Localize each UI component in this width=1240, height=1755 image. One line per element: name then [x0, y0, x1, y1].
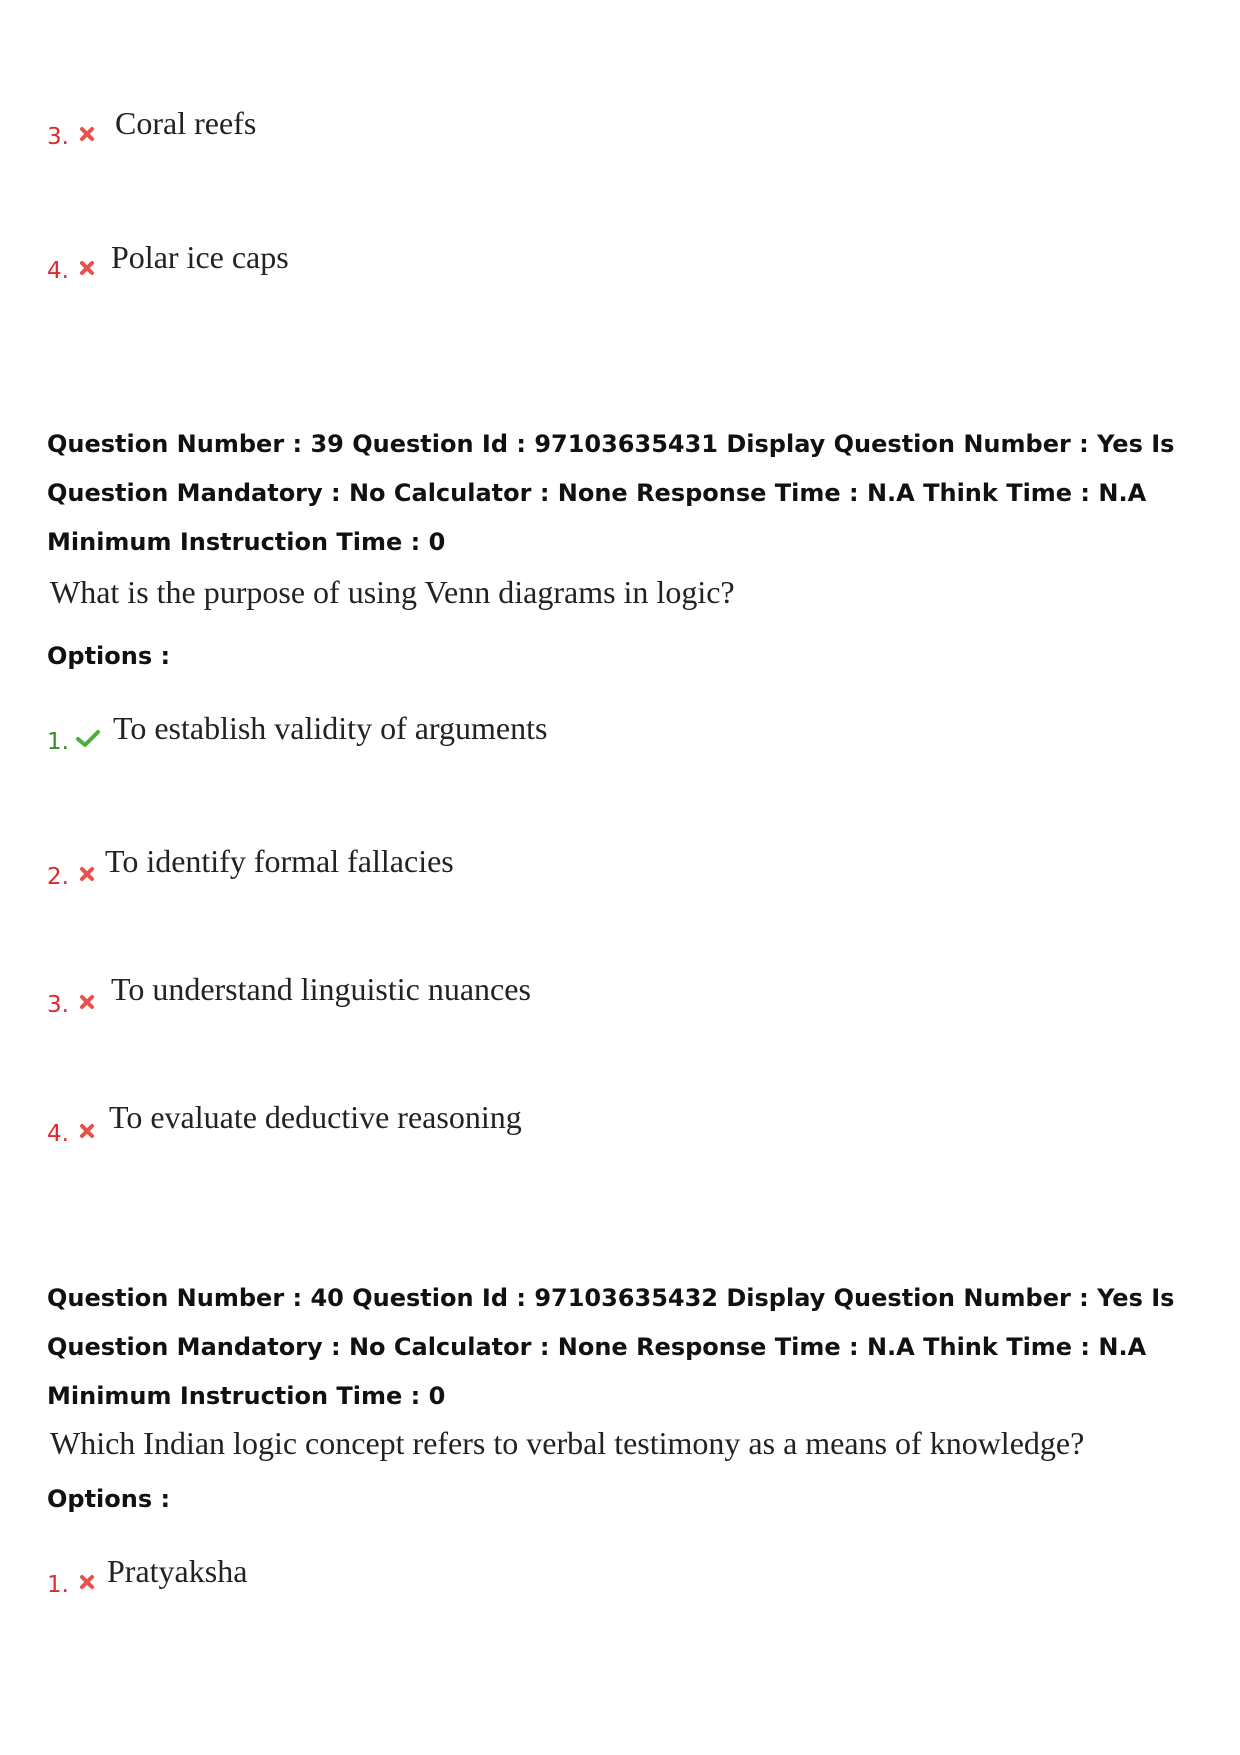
question-meta: Question Number : 40 Question Id : 97103635432 Display Question Number : Yes Is Question Mandatory : No Calculator : None Response Time : N.A Think Time : N.A Minimum Instruction Time : 0 [47, 1284, 1175, 1410]
check-mark-icon [75, 729, 101, 749]
question-text: What is the purpose of using Venn diagrams in logic? [50, 574, 735, 610]
option-number: 1. [47, 1572, 69, 1598]
question-meta: Question Number : 39 Question Id : 97103635431 Display Question Number : Yes Is Question Mandatory : No Calculator : None Response Time : N.A Think Time : N.A Minimum Instruction Time : 0 [47, 430, 1175, 556]
options-label: Options : [47, 642, 171, 670]
cross-mark-icon [77, 864, 97, 884]
option-text: To evaluate deductive reasoning [109, 1099, 522, 1135]
option-text: Pratyaksha [107, 1553, 248, 1589]
cross-mark-icon [77, 258, 97, 278]
option-text: To understand linguistic nuances [111, 971, 531, 1007]
option-number: 1. [47, 729, 69, 755]
cross-mark-icon [77, 124, 97, 144]
option-text: To identify formal fallacies [105, 843, 454, 879]
question-text: Which Indian logic concept refers to verbal testimony as a means of knowledge? [50, 1425, 1085, 1461]
option-number: 3. [47, 124, 69, 150]
cross-mark-icon [77, 1121, 97, 1141]
option-number: 4. [47, 258, 69, 284]
cross-mark-icon [77, 1572, 97, 1592]
option-number: 4. [47, 1121, 69, 1147]
option-text: Polar ice caps [111, 239, 289, 275]
option-text: To establish validity of arguments [113, 710, 548, 746]
option-text: Coral reefs [115, 105, 257, 141]
options-label: Options : [47, 1485, 171, 1513]
cross-mark-icon [77, 992, 97, 1012]
option-number: 2. [47, 864, 69, 890]
option-number: 3. [47, 992, 69, 1018]
